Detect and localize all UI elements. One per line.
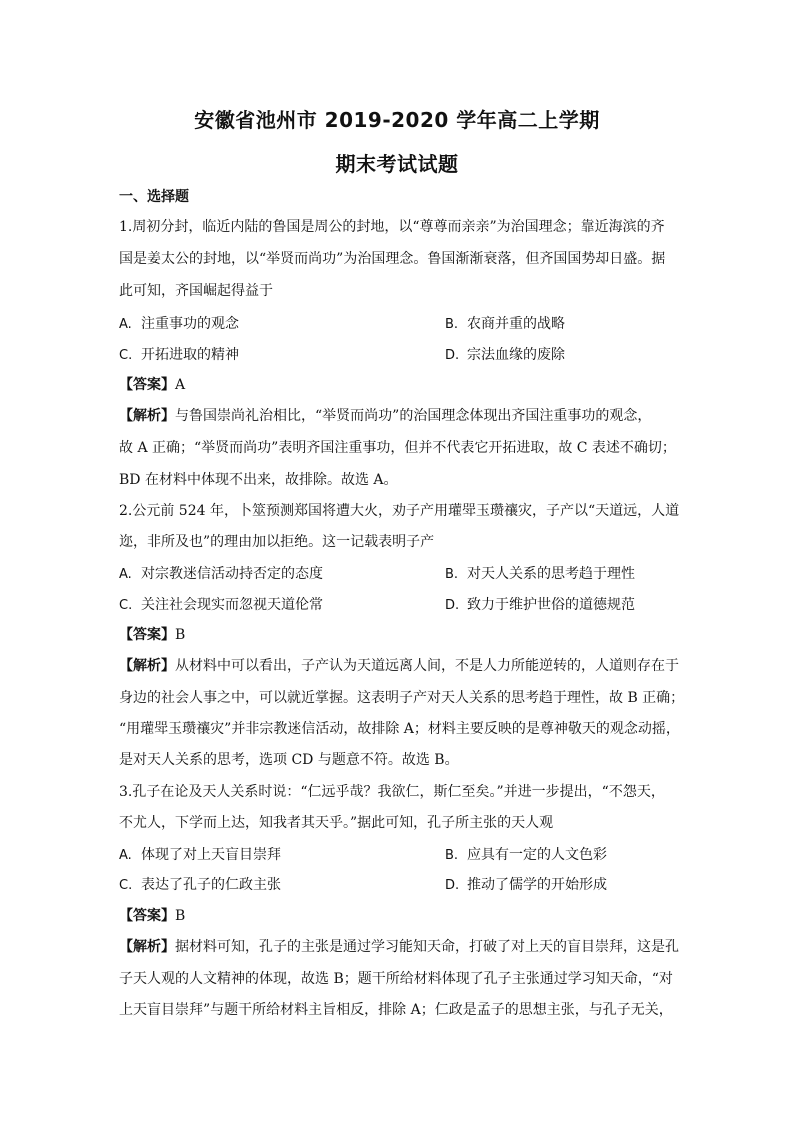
analysis-label: 【解析】 (119, 408, 175, 424)
answer-value: B (175, 908, 186, 924)
option-text: 体现了对上天盲目崇拜 (141, 847, 281, 863)
answer-label: 【答案】 (119, 377, 175, 393)
option-letter: D. (445, 348, 460, 363)
q1-analysis-line-3: BD 在材料中体现不出来，故排除。故选 A。 (119, 472, 398, 488)
q3-analysis-line-2: 子天人观的人文精神的体现，故选 B；题干所给材料体现了孔子主张通过学习知天命，“对 (119, 971, 673, 987)
option-letter: C. (119, 348, 133, 363)
q2-stem-line-2: 迩，非所及也”的理由加以拒绝。这一记载表明子产 (119, 534, 435, 550)
option-letter: B. (445, 317, 459, 332)
q1-option-b (445, 313, 565, 333)
option-text: 开拓进取的精神 (141, 347, 239, 363)
q2-option-a (119, 563, 323, 583)
q3-answer (119, 905, 185, 925)
q3-stem-line-2: 不尤人，下学而上达，知我者其天乎。”据此可知，孔子所主张的天人观 (119, 815, 554, 831)
option-letter: C. (119, 878, 133, 893)
q2-analysis-line-2: 身边的社会人事之中，可以就近掌握。这表明子产对天人关系的思考趋于理性，故 B 正确； (119, 690, 685, 706)
option-letter: D. (445, 598, 460, 613)
option-letter: B. (445, 567, 459, 582)
option-letter: C. (119, 598, 133, 613)
q1-stem-line-1: 1.周初分封，临近内陆的鲁国是周公的封地，以“尊尊而亲亲”为治国理念；靠近海滨的齐 (119, 219, 665, 235)
q1-option-a (119, 313, 239, 333)
option-text: 宗法血缘的废除 (467, 347, 565, 363)
option-text: 农商并重的战略 (467, 316, 565, 332)
section-heading: 一、选择题 (119, 189, 189, 205)
option-text: 致力于维护世俗的道德规范 (467, 597, 635, 613)
option-text: 对宗教迷信活动持否定的态度 (141, 566, 323, 582)
q1-answer (119, 374, 185, 394)
document-title-line-2: 期末考试试题 (335, 152, 459, 176)
answer-value: B (175, 627, 186, 643)
option-text: 注重事功的观念 (141, 316, 239, 332)
option-text: 对天人关系的思考趋于理性 (467, 566, 635, 582)
option-text: 应具有一定的人文色彩 (467, 847, 607, 863)
q3-analysis-line-3: 上天盲目崇拜”与题干所给材料主旨相反，排除 A；仁政是孟子的思想主张，与孔子无关， (119, 1002, 673, 1018)
option-letter: A. (119, 567, 132, 582)
option-letter: D. (445, 878, 460, 893)
analysis-label: 【解析】 (119, 658, 175, 674)
option-text: 关注社会现实而忽视天道伦常 (141, 597, 323, 613)
answer-value: A (175, 377, 186, 393)
q1-option-d (445, 344, 565, 364)
option-letter: A. (119, 848, 132, 863)
q1-stem-line-3: 此可知，齐国崛起得益于 (119, 283, 273, 299)
option-text: 表达了孔子的仁政主张 (141, 877, 281, 893)
q1-option-c (119, 344, 239, 364)
q2-analysis-line-3: “用瓘斝玉瓒禳灾”并非宗教迷信活动，故排除 A；材料主要反映的是尊神敬天的观念动摇， (119, 721, 680, 737)
q1-stem-line-2: 国是姜太公的封地，以“举贤而尚功”为治国理念。鲁国渐渐衰落，但齐国国势却日盛。据 (119, 251, 666, 267)
option-text: 推动了儒学的开始形成 (467, 877, 607, 893)
q1-analysis-line-2: 故 A 正确；“举贤而尚功”表明齐国注重事功，但并不代表它开拓进取，故 C 表述不确切； (119, 440, 676, 456)
analysis-label: 【解析】 (119, 939, 175, 955)
q2-analysis-line-4: 是对天人关系的思考，选项 CD 与题意不符。故选 B。 (119, 752, 459, 768)
q2-answer (119, 624, 185, 644)
q2-option-b (445, 563, 635, 583)
answer-label: 【答案】 (119, 908, 175, 924)
q3-option-a (119, 844, 281, 864)
q3-option-d (445, 874, 607, 894)
answer-label: 【答案】 (119, 627, 175, 643)
q3-option-c (119, 874, 281, 894)
option-letter: A. (119, 317, 132, 332)
q2-option-d (445, 594, 635, 614)
q2-option-c (119, 594, 323, 614)
document-title-line-1: 安徽省池州市 2019-2020 学年高二上学期 (194, 108, 600, 132)
q3-stem-line-1: 3.孔子在论及天人关系时说：“仁远乎哉？我欲仁，斯仁至矣。”并进一步提出，“不怨天， (119, 784, 665, 800)
q1-analysis-line-1: 【解析】与鲁国崇尚礼治相比，“举贤而尚功”的治国理念体现出齐国注重事功的观念， (119, 408, 652, 424)
q3-analysis-line-1: 【解析】据材料可知，孔子的主张是通过学习能知天命，打破了对上天的盲目崇拜，这是孔 (119, 939, 679, 955)
q2-stem-line-1: 2.公元前 524 年，卜筮预测郑国将遭大火，劝子产用瓘斝玉瓒禳灾，子产以“天道远，人道 (119, 503, 680, 519)
q3-option-b (445, 844, 607, 864)
q2-analysis-line-1: 【解析】从材料中可以看出，子产认为天道远离人间，不是人力所能逆转的，人道则存在于 (119, 658, 679, 674)
option-letter: B. (445, 848, 459, 863)
